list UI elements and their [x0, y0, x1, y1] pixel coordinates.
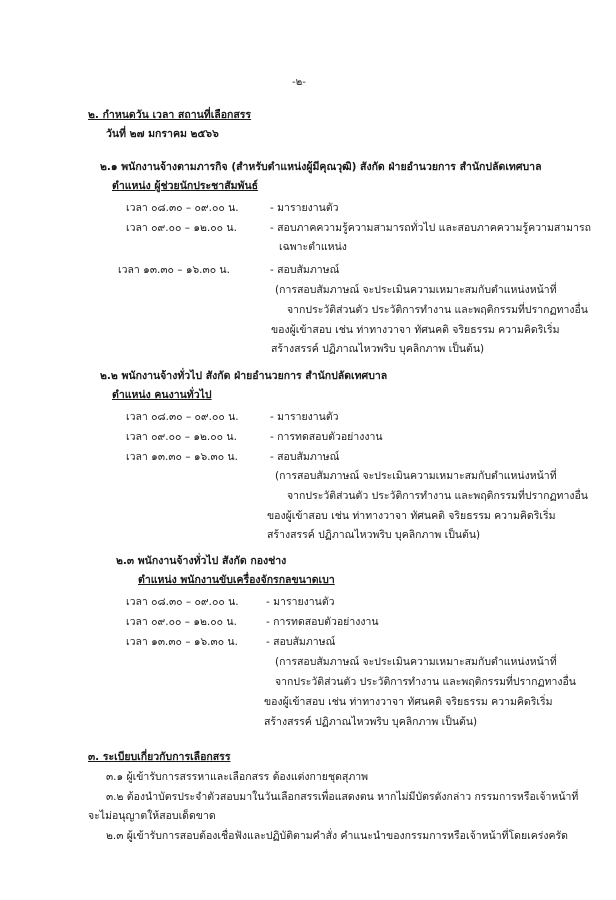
section-2-date: วันที่ ๒๗ มกราคม ๒๕๖๖: [106, 128, 219, 140]
schedule-time: เวลา ๐๘.๓๐ – ๐๙.๐๐ น.: [126, 202, 239, 214]
interview-note-line: ของผู้เข้าสอบ เช่น ท่าทางวาจา ทัศนคติ จริยธรรม ความคิดริเริ่ม: [264, 696, 553, 708]
regulation-item-continued: จะไม่อนุญาตให้สอบเด็ดขาด: [88, 810, 216, 822]
schedule-activity: - สอบสัมภาษณ์: [270, 451, 340, 463]
subsection-2-2-title: ๒.๒ พนักงานจ้างทั่วไป สังกัด ฝ่ายอำนวยการ สำนักปลัดเทศบาล: [100, 370, 388, 382]
interview-note-line: ของผู้เข้าสอบ เช่น ท่าทางวาจา ทัศนคติ จริยธรรม ความคิดริเริ่ม: [267, 510, 556, 522]
schedule-activity: - สอบภาคความรู้ความสามารถทั่วไป และสอบภาคความรู้ความสามารถ: [270, 222, 591, 234]
regulation-item: ๓.๑ ผู้เข้ารับการสรรหาและเลือกสรร ต้องแต่งกายชุดสุภาพ: [106, 771, 369, 783]
subsection-2-1-position: ตำแหน่ง ผู้ช่วยนักประชาสัมพันธ์: [112, 180, 259, 192]
regulation-item: ๒.๓ ผู้เข้ารับการสอบต้องเชื่อฟังและปฏิบัติตามคำสั่ง คำแนะนำของกรรมการหรือเจ้าหน้าที่โดยเคร่งครัด: [106, 830, 569, 842]
schedule-time: เวลา ๐๘.๓๐ – ๐๙.๐๐ น.: [126, 596, 239, 608]
schedule-time: เวลา ๐๙.๐๐ – ๑๒.๐๐ น.: [126, 431, 237, 443]
schedule-activity: - การทดสอบตัวอย่างงาน: [270, 431, 383, 443]
interview-note-line: จากประวัติส่วนตัว ประวัติการทำงาน และพฤติกรรมที่ปรากฏทางอื่น: [287, 304, 588, 316]
interview-note-line: (การสอบสัมภาษณ์ จะประเมินความเหมาะสมกับตำแหน่งหน้าที่: [275, 284, 557, 296]
interview-note-line: สร้างสรรค์ ปฏิภาณไหวพริบ บุคลิกภาพ เป็นต้น): [264, 716, 478, 728]
interview-note-line: สร้างสรรค์ ปฏิภาณไหวพริบ บุคลิกภาพ เป็นต้น): [271, 343, 485, 355]
schedule-time: เวลา ๑๓.๓๐ – ๑๖.๓๐ น.: [126, 451, 238, 463]
subsection-2-3-title: ๒.๓ พนักงานจ้างทั่วไป สังกัด กองช่าง: [116, 555, 287, 567]
schedule-activity-continued: เฉพาะตำแหน่ง: [279, 241, 347, 253]
interview-note-line: ของผู้เข้าสอบ เช่น ท่าทางวาจา ทัศนคติ จริยธรรม ความคิดริเริ่ม: [271, 324, 560, 336]
interview-note-line: สร้างสรรค์ ปฏิภาณไหวพริบ บุคลิกภาพ เป็นต้น): [267, 529, 481, 541]
section-3-heading: ๓. ระเบียบเกี่ยวกับการเลือกสรร: [88, 751, 231, 763]
schedule-activity: - มารายงานตัว: [270, 411, 339, 423]
schedule-time: เวลา ๐๙.๐๐ – ๑๒.๐๐ น.: [126, 616, 237, 628]
schedule-activity: - มารายงานตัว: [270, 202, 339, 214]
schedule-activity: - สอบสัมภาษณ์: [266, 636, 336, 648]
schedule-time: เวลา ๑๓.๓๐ – ๑๖.๓๐ น.: [126, 636, 238, 648]
schedule-time: เวลา ๐๙.๐๐ – ๑๒.๐๐ น.: [126, 222, 237, 234]
interview-note-line: (การสอบสัมภาษณ์ จะประเมินความเหมาะสมกับตำแหน่งหน้าที่: [275, 470, 557, 482]
regulation-item: ๓.๒ ต้องนำบัตรประจำตัวสอบมาในวันเลือกสรรเพื่อแสดงตน หากไม่มีบัตรดังกล่าว กรรมการหรือเจ้าหน้าที่: [106, 791, 579, 803]
interview-note-line: จากประวัติส่วนตัว ประวัติการทำงาน และพฤติกรรมที่ปรากฏทางอื่น: [275, 676, 576, 688]
schedule-activity: - มารายงานตัว: [266, 596, 335, 608]
section-2-heading: ๒. กำหนดวัน เวลา สถานที่เลือกสรร: [88, 109, 252, 121]
subsection-2-2-position: ตำแหน่ง คนงานทั่วไป: [112, 389, 212, 401]
subsection-2-3-position: ตำแหน่ง พนักงานขับเครื่องจักรกลขนาดเบา: [138, 574, 335, 586]
schedule-activity: - การทดสอบตัวอย่างงาน: [266, 616, 379, 628]
page-number: -๒-: [292, 77, 306, 88]
schedule-time: เวลา ๑๓.๓๐ – ๑๖.๓๐ น.: [118, 264, 230, 276]
interview-note-line: จากประวัติส่วนตัว ประวัติการทำงาน และพฤติกรรมที่ปรากฏทางอื่น: [287, 490, 588, 502]
schedule-activity: - สอบสัมภาษณ์: [270, 264, 340, 276]
interview-note-line: (การสอบสัมภาษณ์ จะประเมินความเหมาะสมกับตำแหน่งหน้าที่: [275, 656, 557, 668]
subsection-2-1-title: ๒.๑ พนักงานจ้างตามภารกิจ (สำหรับตำแหน่งผู้มีคุณวุฒิ) สังกัด ฝ่ายอำนวยการ สำนักปลัดเทศบาล: [100, 161, 542, 173]
schedule-time: เวลา ๐๘.๓๐ – ๐๙.๐๐ น.: [126, 411, 239, 423]
